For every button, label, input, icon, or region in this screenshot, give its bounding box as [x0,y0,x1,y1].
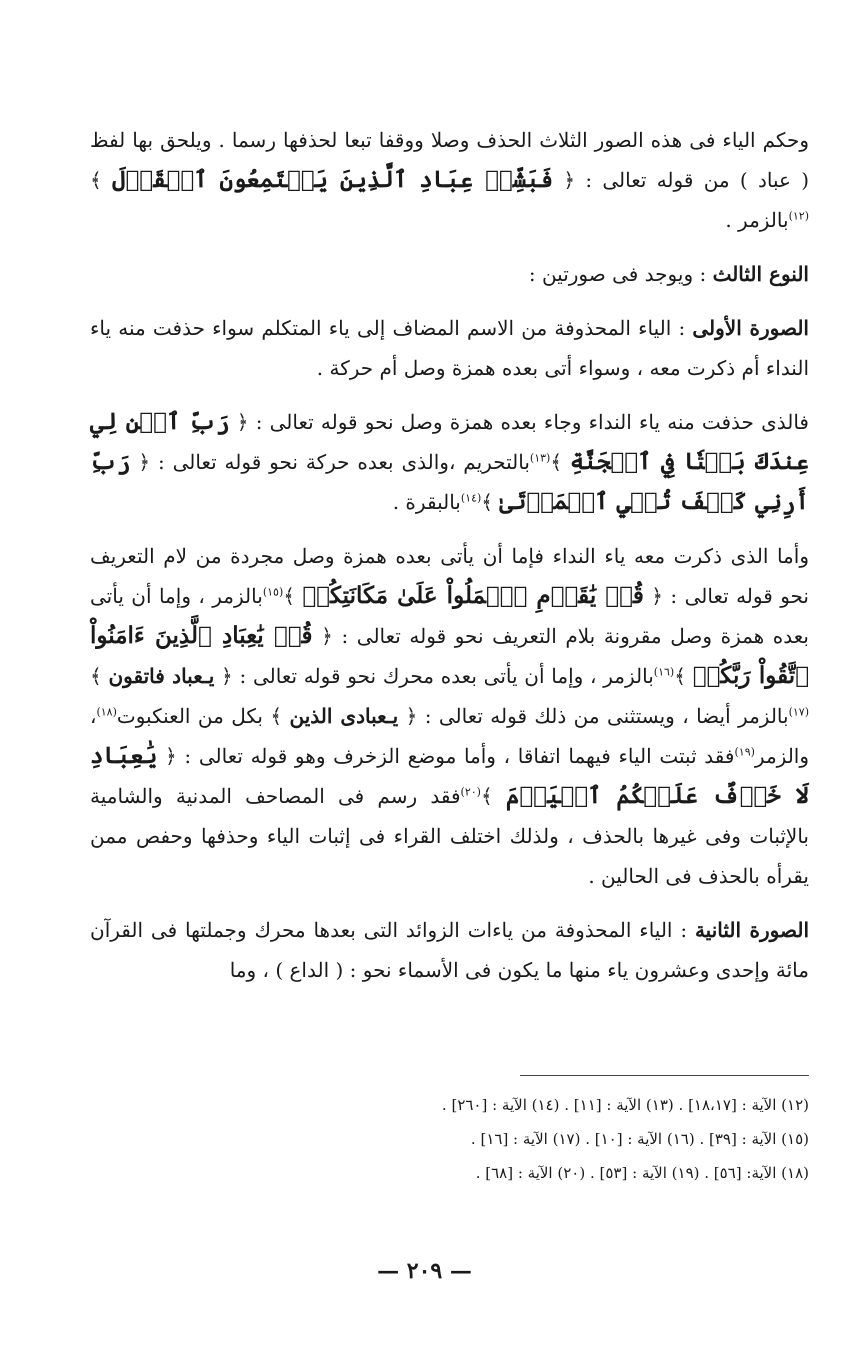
footnote-ref: (١٨) [96,705,117,719]
text: ﴾ بكل من العنكبوت [116,704,290,728]
quran-verse: قُلۡ يَٰقَوۡمِ ٱعۡمَلُواْ عَلَىٰ مَكَانَتِكُمۡ [302,582,644,609]
section-heading: الصورة الثانية [694,918,809,942]
text: : الياء المحذوفة من الاسم المضاف إلى ياء المتكلم سواء حذفت منه ياء النداء أم ذكرت معه ، وسواء أتى بعده همزة وصل أم حركة . [90,316,809,380]
paragraph-3 [90,308,809,388]
section-heading: النوع الثالث [712,262,809,286]
text: بالزمر ، وإما أن يأتى بعده همزة وصل مقرونة بلام التعريف نحو قوله تعالى : ﴿ [90,584,810,648]
footnote-line: (١٢) الآية : [١٨،١٧] . (١٣) الآية : [١١] . (١٤) الآية : [٢٦٠] . [441,1096,809,1114]
footnote-ref: (١٩) [734,745,755,759]
text: بالتحريم ،والذى بعده حركة نحو قوله تعالى : ﴿ [130,450,530,474]
text: ﴾ [481,490,500,514]
footnote-divider [520,1075,809,1076]
text: فقد ثبتت الياء فيهما اتفاقا ، وأما موضع الزخرف وهو قوله تعالى : ﴿ [157,744,735,768]
footnote-ref: (١٤) [460,491,482,505]
quran-verse: رَبِّ ٱبۡنِ لِي عِندَكَ بَيۡتٗا فِي ٱلۡجَنَّةِ [90,408,810,475]
footnote-ref: (٢٠) [460,785,481,799]
text: ﴾ [90,664,109,688]
text: ، والزمر [90,704,809,768]
footnotes [90,1088,809,1190]
quran-verse: قُلۡ يَٰعِبَادِ ٱلَّذِينَ ءَامَنُواْ ٱتَّقُواْ رَبَّكُمۡ [90,622,810,689]
text: بالزمر أيضا ، ويستثنى من ذلك قوله تعالى : ﴿ [398,704,789,728]
section-heading: الصورة الأولى [692,316,809,340]
footnote-line: (١٨) الآية: [٥٦] . (١٩) الآية : [٥٣] . (٢٠) الآية : [٦٨] . [475,1164,809,1182]
text: : ويوجد فى صورتين : [528,262,713,286]
footnote-ref: (١٢) [788,209,809,223]
footnote-ref: (١٧) [788,705,810,719]
text: ﴾ [550,450,570,474]
text: فقد رسم فى المصاحف المدنية والشامية بالإثبات وفى غيرها بالحذف ، ولذلك اختلف القراء فى إثبات الياء وحذفها وحفص ممن يقرأه بالحذف فى الحالين . [90,784,809,888]
text: : الياء المحذوفة من ياءات الزوائد التى بعدها محرك وجملتها فى القرآن مائة وإحدى وعشرون ياء منها ما يكون فى الأسماء نحو : ( الداع ) ، وما [90,918,809,982]
text: بالزمر ، وإما أن يأتى بعده محرك نحو قوله تعالى : ﴿ [214,664,654,688]
footnote-ref: (١٦) [653,665,675,679]
text: ﴾ [283,584,303,608]
footnote-line: (١٥) الآية : [٣٩] . (١٦) الآية : [١٠] . (١٧) الآية : [١٦] . [470,1130,809,1148]
quran-verse: فَبَشِّرۡ عِبَادِ ٱلَّذِينَ يَسۡتَمِعُونَ ٱلۡقَوۡلَ [112,166,554,193]
page-number: — ٢٠٩ — [377,1258,472,1284]
paragraph-2 [90,254,809,294]
quran-verse: يَٰعِبَادِ لَا خَوۡفٌ عَلَيۡكُمُ ٱلۡيَوۡمَ [90,742,809,809]
page-body [90,120,809,1004]
text: وأما الذى ذكرت معه ياء النداء فإما أن يأتى بعده همزة وصل مجردة من لام التعريف نحو قوله تعالى : ﴿ [90,544,809,608]
text: ﴾ [674,664,693,688]
text: بالبقرة . [392,490,461,514]
paragraph-4 [90,402,809,522]
text: ﴾ [90,168,112,192]
quran-verse: يـعبادى الذين [289,704,399,728]
text: ﴾ [480,784,506,808]
footnote-ref: (١٣) [529,451,551,465]
quran-verse: يـعباد فاتقون [108,664,215,688]
paragraph-1 [90,120,809,240]
paragraph-6 [90,910,809,990]
text: وحكم الياء فى هذه الصور الثلاث الحذف وصلا ووقفا تبعا لحذفها رسما . ويلحق بها لفظ ( عباد ) من قوله تعالى : ﴿ [90,128,810,192]
quran-verse: رَبِّ أَرِنِي كَيۡفَ تُحۡيِ ٱلۡمَوۡتَىٰ [90,448,809,515]
text: بالزمر . [725,208,789,232]
paragraph-5 [90,536,809,896]
text: فالذى حذفت منه ياء النداء وجاء بعده همزة وصل نحو قوله تعالى : ﴿ [229,410,809,434]
footnote-ref: (١٥) [262,585,284,599]
